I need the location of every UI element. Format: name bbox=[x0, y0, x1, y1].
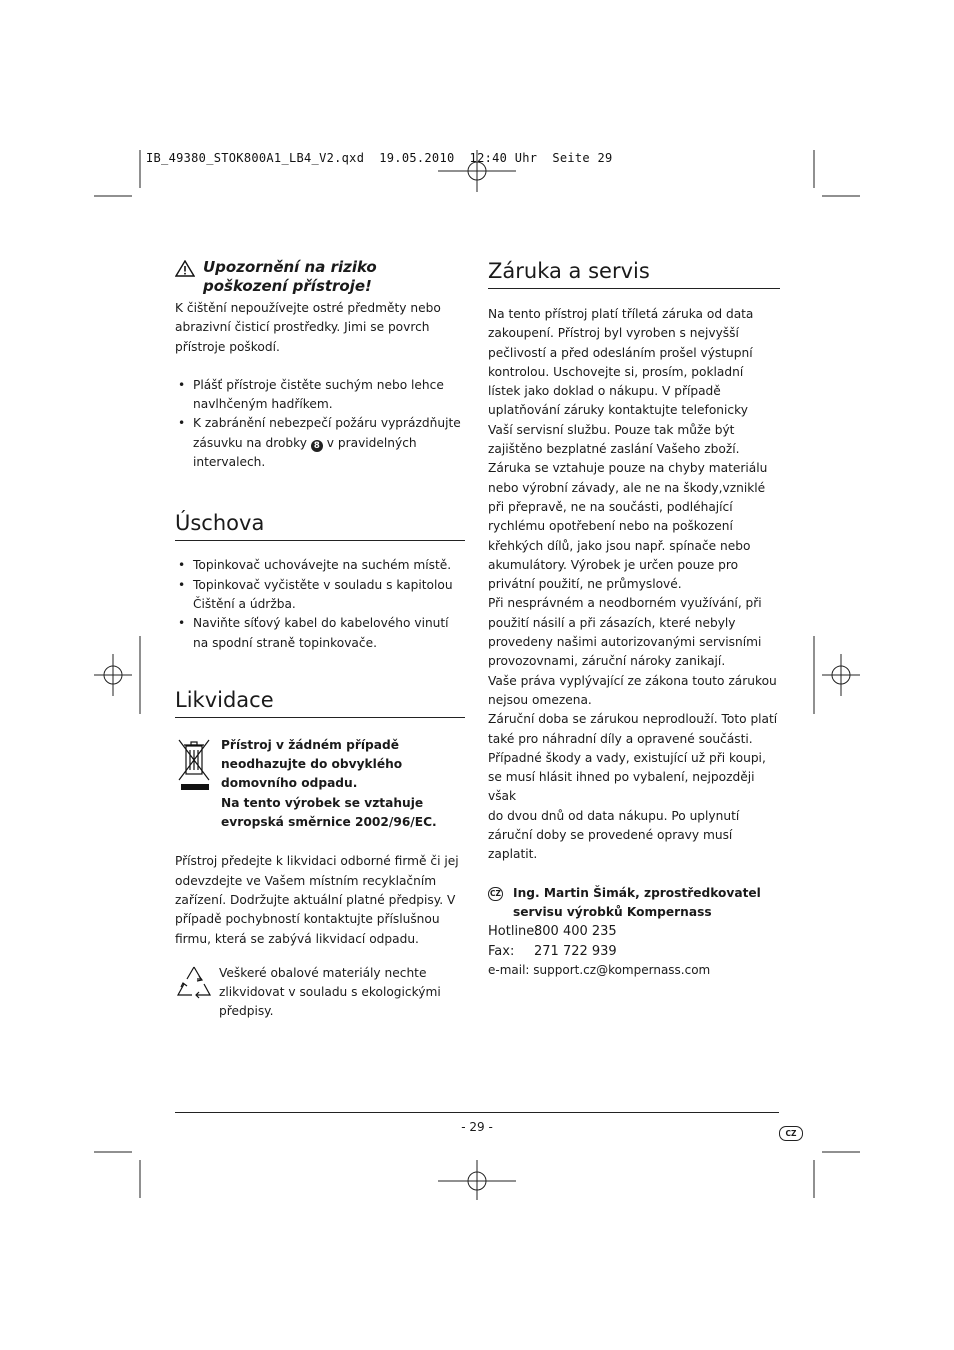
hotline-row bbox=[488, 922, 780, 941]
disposal-warning bbox=[221, 736, 465, 832]
disposal-text: Přístroj předejte k likvidaci odborné firmě či jej odevzdejte ve Vašem místním recyklačním zařízení. Dodržujte aktuální platné předpisy. V případě pochybností kontaktujte příslušnou firmu, která se zabývá likvidací odpadu. bbox=[175, 854, 459, 946]
registration-mark-bottom bbox=[438, 1160, 516, 1200]
disposal-notice bbox=[175, 736, 465, 832]
recycle-icon bbox=[175, 964, 213, 1000]
list-item-text: v pravidelných intervalech. bbox=[193, 435, 417, 470]
service-name: Ing. Martin Šimák, zprostředkovatel servisu výrobků Kompernass bbox=[513, 885, 761, 919]
print-slug: IB_49380_STOK800A1_LB4_V2.qxd 19.05.2010 12:40 Uhr Seite 29 bbox=[146, 151, 613, 165]
disposal-warning-line: Přístroj v žádném případě neodhazujte do obvyklého domovního odpadu. bbox=[221, 737, 403, 791]
warranty-paragraph: lístek jako doklad o nákupu. V případě uplatňování záruky kontaktujte telefonicky bbox=[488, 384, 748, 418]
crossed-bin-icon bbox=[175, 736, 213, 792]
page-number: - 29 - bbox=[461, 1120, 493, 1134]
storage-heading: Úschova bbox=[175, 510, 465, 541]
hotline-number: 800 400 235 bbox=[534, 924, 617, 940]
warning-heading bbox=[175, 258, 465, 296]
warranty-paragraph: Záruka se vztahuje pouze na chyby materiálu nebo výrobní závady, ale ne na škody,vzniklé při přepravě, ne na součásti, podléhající rychlému opotřebení nebo na poškození křehkých dílů, jako jsou např. spínače nebo akumulátory. Výrobek je určen pouze pro privátní použití, ne průmyslové. bbox=[488, 461, 768, 592]
warranty-paragraph: Na tento přístroj platí tříletá záruka od data zakoupení. Přístroj byl vyroben s nejvyšší pečlivostí a před odesláním prošel výstupní kontrolou. Uschovejte si, prosím, pokladní bbox=[488, 307, 754, 379]
warranty-paragraph: Při nesprávném a neodborném využívání, při použití násilí a při zásazích, které nebyly provedeny našimi autorizovanými servisními provozovnami, záruční nároky zanikají. bbox=[488, 596, 762, 669]
fax-label: Fax: bbox=[488, 943, 515, 959]
warranty-body bbox=[488, 305, 780, 865]
storage-bullets bbox=[175, 556, 465, 652]
email-line: e-mail: support.cz@kompernass.com bbox=[488, 962, 711, 977]
disposal-warning-line: Na tento výrobek se vztahuje evropská směrnice 2002/96/EC. bbox=[221, 795, 437, 830]
part-number-badge: 8 bbox=[311, 440, 323, 452]
packaging-notice bbox=[175, 964, 465, 1022]
packaging-text: Veškeré obalové materiály nechte zlikvidovat v souladu s ekologickými předpisy. bbox=[219, 965, 441, 1019]
list-item bbox=[175, 414, 465, 472]
list-item: • Plášť přístroje čistěte suchým nebo lehce navlhčeným hadříkem. bbox=[175, 376, 465, 415]
hotline-label: Hotline: bbox=[488, 924, 539, 940]
warranty-paragraph: do dvou dnů od data nákupu. Po uplynutí záruční doby se provedené opravy musí zaplatit. bbox=[488, 808, 740, 862]
warning-title: Upozornění na riziko poškození přístroje! bbox=[203, 258, 377, 295]
warning-bullets bbox=[175, 376, 465, 472]
footer-country bbox=[779, 1121, 803, 1141]
disposal-heading: Likvidace bbox=[175, 687, 465, 718]
registration-mark-left bbox=[94, 636, 140, 714]
country-badge: CZ bbox=[779, 1126, 803, 1141]
registration-mark-right bbox=[814, 636, 860, 714]
list-item-text: K zabránění nebezpečí požáru vyprázdňujte zásuvku na drobky bbox=[193, 416, 461, 450]
warning-text: K čištění nepoužívejte ostré předměty nebo abrazivní čisticí prostředky. Jimi se povrch přístroje poškodí. bbox=[175, 301, 441, 354]
footer-rule bbox=[175, 1112, 779, 1113]
right-column bbox=[488, 258, 780, 980]
list-item: • Topinkovač uchovávejte na suchém místě. bbox=[175, 556, 465, 575]
fax-number: 271 722 939 bbox=[534, 943, 617, 959]
list-item: • Topinkovač vyčistěte v souladu s kapitolou Čištění a údržba. bbox=[175, 576, 465, 615]
list-item: • Naviňte síťový kabel do kabelového vinutí na spodní straně topinkovače. bbox=[175, 614, 465, 653]
country-badge: CZ bbox=[488, 887, 503, 901]
left-column bbox=[175, 258, 465, 1022]
warranty-paragraph: Vaše práva vyplývající ze zákona touto zárukou nejsou omezena. bbox=[488, 673, 777, 707]
warranty-paragraph: Vaší servisní službu. Pouze tak může být zajištěno bezplatné zaslání Vašeho zboží. bbox=[488, 422, 740, 457]
fax-row bbox=[488, 942, 780, 961]
service-contact bbox=[488, 884, 780, 923]
warning-triangle-icon bbox=[175, 260, 195, 277]
warranty-heading: Záruka a servis bbox=[488, 258, 780, 289]
warranty-paragraph: Záruční doba se zárukou neprodlouží. Toto platí také pro náhradní díly a opravené součásti. Případné škody a vady, existující už při koupi, se musí hlásit ihned po vybalení, nejpozději však bbox=[488, 712, 778, 804]
